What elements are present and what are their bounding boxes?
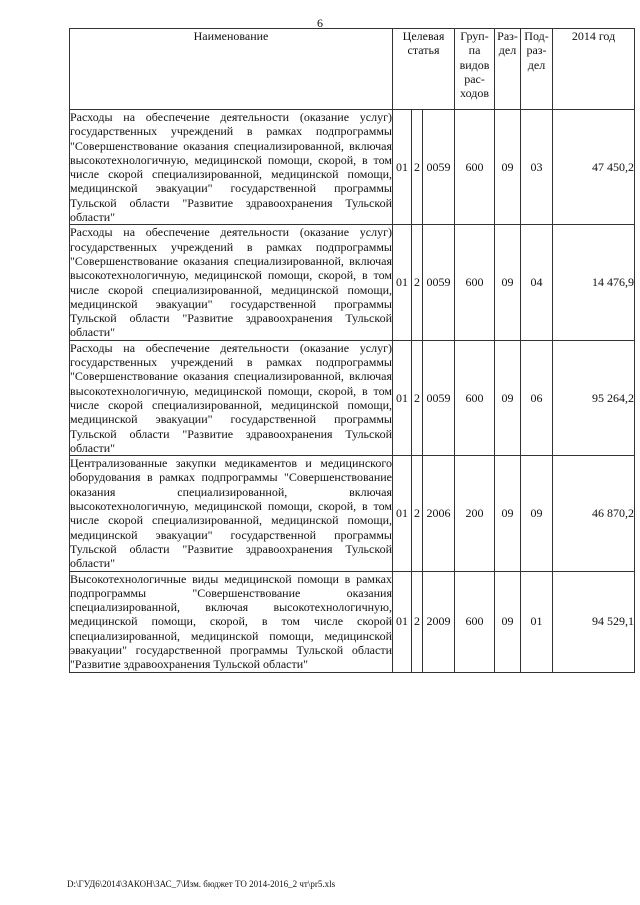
row-target-part-2: 2 — [412, 571, 423, 672]
row-amount: 47 450,2 — [553, 110, 635, 225]
row-target-part-2: 2 — [412, 225, 423, 340]
row-target-part-1: 01 — [393, 456, 412, 571]
header-section: Раз-дел — [495, 29, 521, 110]
row-target-part-1: 01 — [393, 110, 412, 225]
row-amount: 94 529,1 — [553, 571, 635, 672]
row-amount: 14 476,9 — [553, 225, 635, 340]
row-amount: 46 870,2 — [553, 456, 635, 571]
row-target-part-1: 01 — [393, 225, 412, 340]
row-expense-group: 600 — [455, 225, 495, 340]
row-subsection: 01 — [521, 571, 553, 672]
row-target-part-1: 01 — [393, 340, 412, 455]
page-number: 6 — [317, 16, 323, 30]
row-subsection: 06 — [521, 340, 553, 455]
row-target-part-3: 2009 — [423, 571, 455, 672]
row-expense-group: 600 — [455, 340, 495, 455]
table-row — [70, 571, 635, 672]
row-expense-group: 600 — [455, 110, 495, 225]
row-target-part-2: 2 — [412, 110, 423, 225]
row-section: 09 — [495, 571, 521, 672]
row-name: Высокотехнологичные виды медицинской помощи в рамках подпрограммы "Совершенствование оказания специализированной, включая высокотехнологичную, медицинской помощи, скорой, в том числе скорой специализированной, медицинской помощи, медицинской эвакуации" государственной программы Тульской области "Развитие здравоохранения Тульской области" — [70, 571, 392, 672]
row-name: Расходы на обеспечение деятельности (оказание услуг) государственных учреждений в рамках подпрограммы "Совершенствование оказания специализированной, включая высокотехнологичную, медицинской помощи, скорой, в том числе скорой специализированной, медицинской помощи, медицинской эвакуации" государственной программы Тульской области "Развитие здравоохранения Тульской области" — [70, 225, 392, 340]
row-name: Расходы на обеспечение деятельности (оказание услуг) государственных учреждений в рамках подпрограммы "Совершенствование оказания специализированной, включая высокотехнологичную, медицинской помощи, скорой, в том числе скорой специализированной, медицинской помощи, медицинской эвакуации" государственной программы Тульской области "Развитие здравоохранения Тульской области" — [70, 340, 392, 455]
header-expense-group: Груп-па видов рас-ходов — [455, 29, 495, 110]
row-target-part-3: 2006 — [423, 456, 455, 571]
row-target-part-3: 0059 — [423, 225, 455, 340]
row-subsection: 09 — [521, 456, 553, 571]
row-target-part-3: 0059 — [423, 110, 455, 225]
footer-file-path: D:\ГУД6\2014\ЗАКОН\ЗАС_7\Изм. бюджет ТО 2014-2016_2 чт\pr5.xls — [67, 879, 336, 889]
table-row — [70, 225, 635, 340]
header-target-article: Целевая статья — [393, 29, 455, 110]
table-row — [70, 110, 635, 225]
row-section: 09 — [495, 456, 521, 571]
row-target-part-2: 2 — [412, 456, 423, 571]
header-row — [70, 29, 635, 110]
header-year: 2014 год — [553, 29, 635, 110]
row-target-part-3: 0059 — [423, 340, 455, 455]
row-section: 09 — [495, 225, 521, 340]
row-name: Расходы на обеспечение деятельности (оказание услуг) государственных учреждений в рамках подпрограммы "Совершенствование оказания специализированной, включая высокотехнологичную, медицинской помощи, скорой, в том числе скорой специализированной, медицинской помощи, медицинской эвакуации" государственной программы Тульской области "Развитие здравоохранения Тульской области" — [70, 110, 392, 225]
header-name: Наименование — [70, 29, 393, 110]
table-row — [70, 456, 635, 571]
row-expense-group: 200 — [455, 456, 495, 571]
row-subsection: 04 — [521, 225, 553, 340]
header-subsection: Под-раз-дел — [521, 29, 553, 110]
row-section: 09 — [495, 110, 521, 225]
budget-table — [69, 28, 635, 673]
row-section: 09 — [495, 340, 521, 455]
row-name: Централизованные закупки медикаментов и медицинского оборудования в рамках подпрограммы "Совершенствование оказания специализированной, включая высокотехнологичную, медицинской помощи, скорой, в том числе скорой специализированной, медицинской помощи, медицинской эвакуации" государственной программы Тульской области "Развитие здравоохранения Тульской области" — [70, 456, 392, 571]
row-subsection: 03 — [521, 110, 553, 225]
row-amount: 95 264,2 — [553, 340, 635, 455]
row-expense-group: 600 — [455, 571, 495, 672]
table-row — [70, 340, 635, 455]
row-target-part-2: 2 — [412, 340, 423, 455]
row-target-part-1: 01 — [393, 571, 412, 672]
